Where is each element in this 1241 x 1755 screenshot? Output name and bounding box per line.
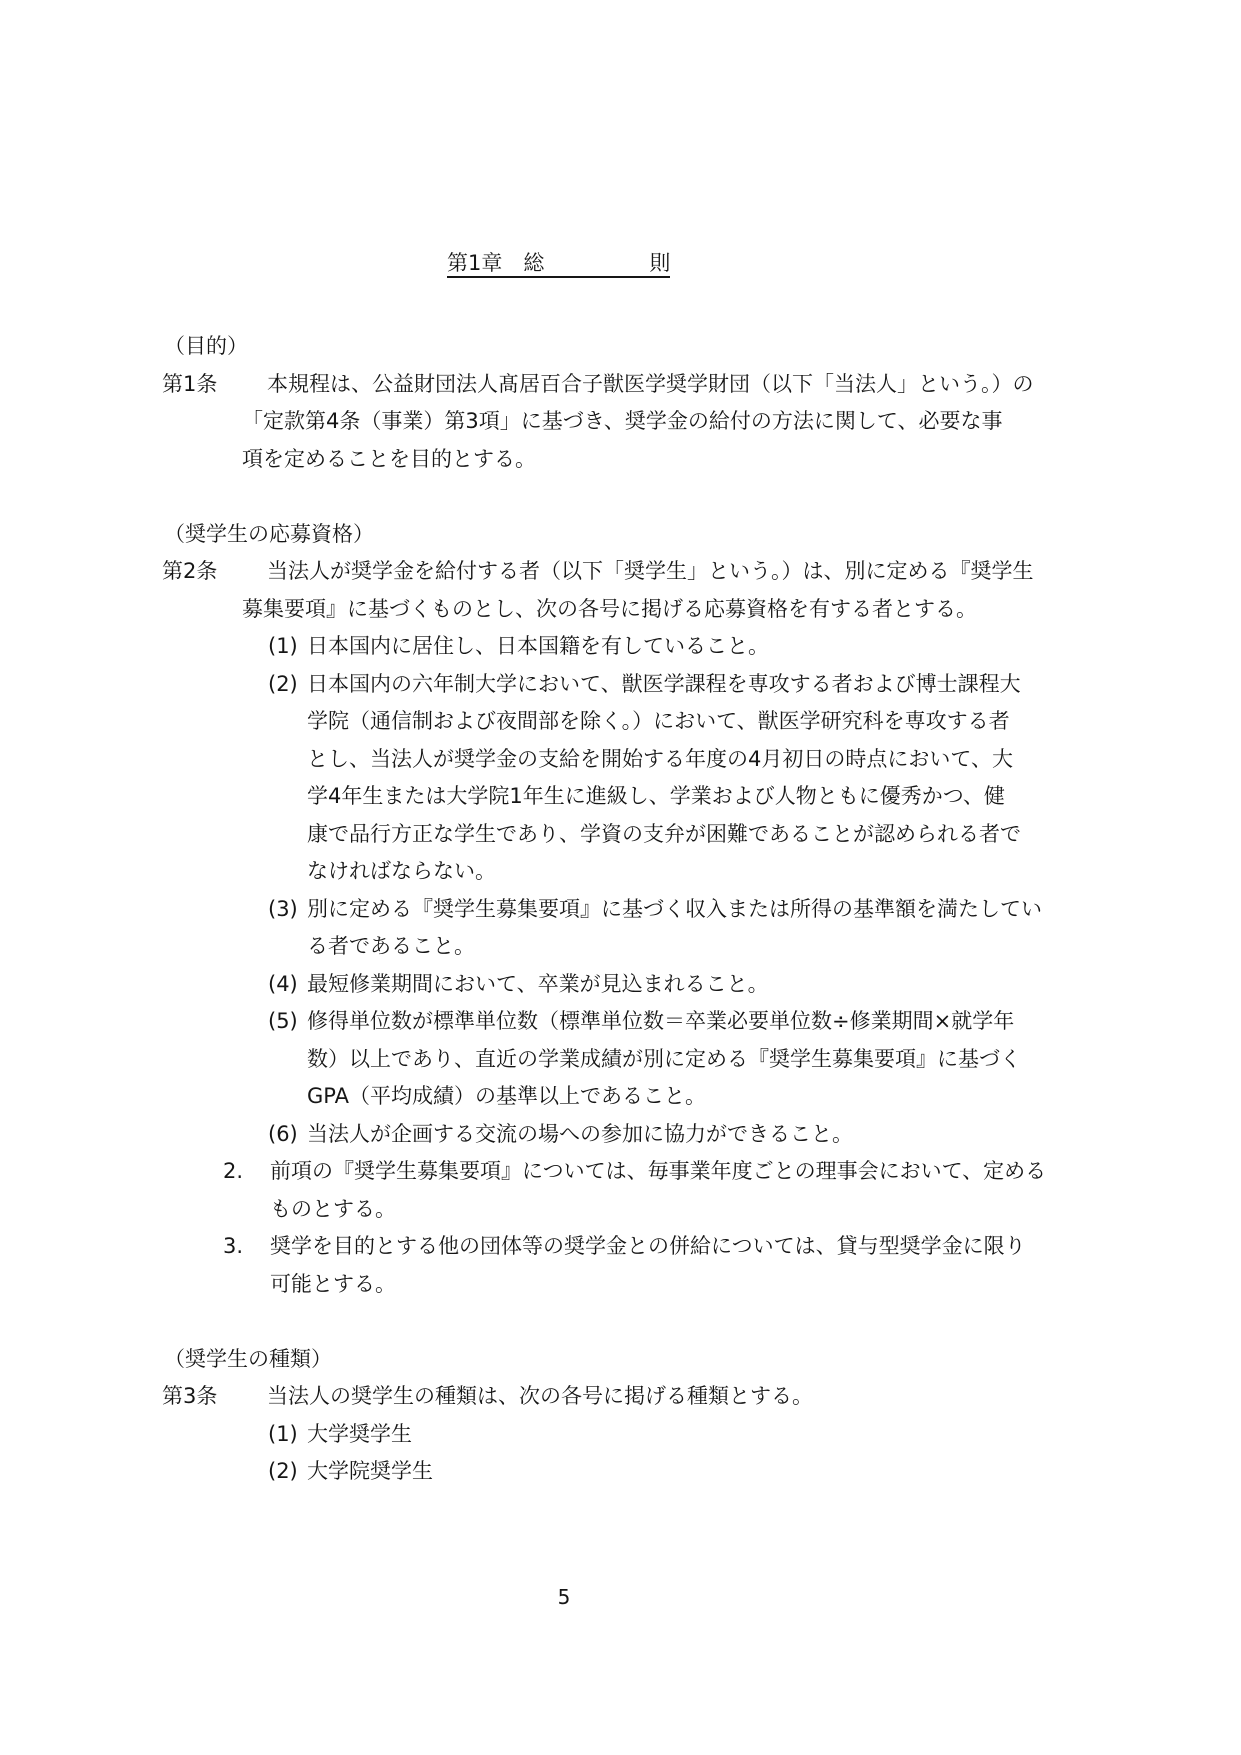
section-purpose xyxy=(162,328,1241,478)
paragraph-continuation-line: 可能とする。 xyxy=(270,1271,396,1296)
article-label: 第1条 xyxy=(162,371,218,396)
item-text: 当法人が企画する交流の場への参加に協力ができること。 xyxy=(307,1121,853,1146)
item-first-line xyxy=(268,1003,1241,1041)
item-number: (4) xyxy=(268,971,298,996)
item-continuation-line: 学4年生または大学院1年生に進級し、学業および人物ともに優秀かつ、健 xyxy=(307,784,1005,808)
item-continuation-line: GPA（平均成績）の基準以上であること。 xyxy=(307,1084,706,1108)
section-types xyxy=(162,1341,1241,1491)
item-continuation-line: なければならない。 xyxy=(307,859,496,883)
chapter-title-text: 第1章 総 則 xyxy=(447,251,670,278)
item-first-line xyxy=(268,666,1241,704)
paragraph-number: 2. xyxy=(223,1159,244,1183)
item-first-line xyxy=(268,966,1241,1004)
article-continuation-line: 募集要項』に基づくものとし、次の各号に掲げる応募資格を有する者とする。 xyxy=(242,596,977,621)
item-first-line xyxy=(268,628,1241,666)
item-continuation-line: る者であること。 xyxy=(307,934,475,958)
article-label: 第3条 xyxy=(162,1384,218,1408)
item-number: (2) xyxy=(268,671,298,696)
item-number: (1) xyxy=(268,634,298,658)
paragraph-first-line xyxy=(223,1228,1241,1266)
article-label: 第2条 xyxy=(162,559,218,583)
item-continuation-line: 数）以上であり、直近の学業成績が別に定める『奨学生募集要項』に基づく xyxy=(307,1046,1021,1071)
item-number: (6) xyxy=(268,1121,298,1146)
item-continuation-line: とし、当法人が奨学金の支給を開始する年度の4月初日の時点において、大 xyxy=(307,746,1013,771)
item-number: (2) xyxy=(268,1459,298,1483)
item-continuation-line: 康で品行方正な学生であり、学資の支弁が困難であることが認められる者で xyxy=(307,821,1021,846)
article-continuation-line: 「定款第4条（事業）第3項」に基づき、奨学金の給付の方法に関して、必要な事 xyxy=(242,409,1003,433)
item-text: 修得単位数が標準単位数（標準単位数＝卒業必要単位数÷修業期間×就学年 xyxy=(307,1009,1015,1033)
item-text: 大学院奨学生 xyxy=(307,1459,433,1483)
article-first-line xyxy=(162,553,1241,591)
item-number: (5) xyxy=(268,1009,298,1033)
paragraph-number: 3. xyxy=(223,1234,244,1258)
section-heading: （奨学生の応募資格） xyxy=(164,521,374,546)
section-eligibility xyxy=(162,516,1241,1304)
item-first-line xyxy=(268,1116,1241,1154)
item-text: 別に定める『奨学生募集要項』に基づく収入または所得の基準額を満たしてい xyxy=(307,896,1042,921)
paragraph-text: 奨学を目的とする他の団体等の奨学金との併給については、貸与型奨学金に限り xyxy=(270,1234,1026,1258)
article-text: 本規程は、公益財団法人髙居百合子獣医学奨学財団（以下「当法人」という。）の xyxy=(267,371,1034,396)
item-number: (3) xyxy=(268,896,298,921)
article-continuation-line: 項を定めることを目的とする。 xyxy=(242,446,536,471)
section-heading: （奨学生の種類） xyxy=(164,1346,332,1371)
item-first-line xyxy=(268,1416,1241,1454)
section-heading: （目的） xyxy=(164,334,248,358)
article-first-line xyxy=(162,366,1241,404)
item-text: 日本国内に居住し、日本国籍を有していること。 xyxy=(307,634,769,658)
chapter-title xyxy=(447,245,1241,283)
item-text: 日本国内の六年制大学において、獣医学課程を専攻する者および博士課程大 xyxy=(307,671,1021,696)
paragraph-first-line xyxy=(223,1153,1241,1191)
item-text: 最短修業期間において、卒業が見込まれること。 xyxy=(307,971,769,996)
article-first-line xyxy=(162,1378,1241,1416)
article-text: 当法人が奨学金を給付する者（以下「奨学生」という。）は、別に定める『奨学生 xyxy=(267,559,1034,583)
item-continuation-line: 学院（通信制および夜間部を除く。）において、獣医学研究科を専攻する者 xyxy=(307,709,1010,733)
item-text: 大学奨学生 xyxy=(307,1421,412,1446)
item-number: (1) xyxy=(268,1421,298,1446)
paragraph-continuation-line: ものとする。 xyxy=(270,1196,396,1221)
item-first-line xyxy=(268,1453,1241,1491)
paragraph-text: 前項の『奨学生募集要項』については、毎事業年度ごとの理事会において、定める xyxy=(270,1159,1047,1183)
article-text: 当法人の奨学生の種類は、次の各号に掲げる種類とする。 xyxy=(267,1384,813,1408)
page-number: 5 xyxy=(557,1585,571,1609)
item-first-line xyxy=(268,891,1241,929)
